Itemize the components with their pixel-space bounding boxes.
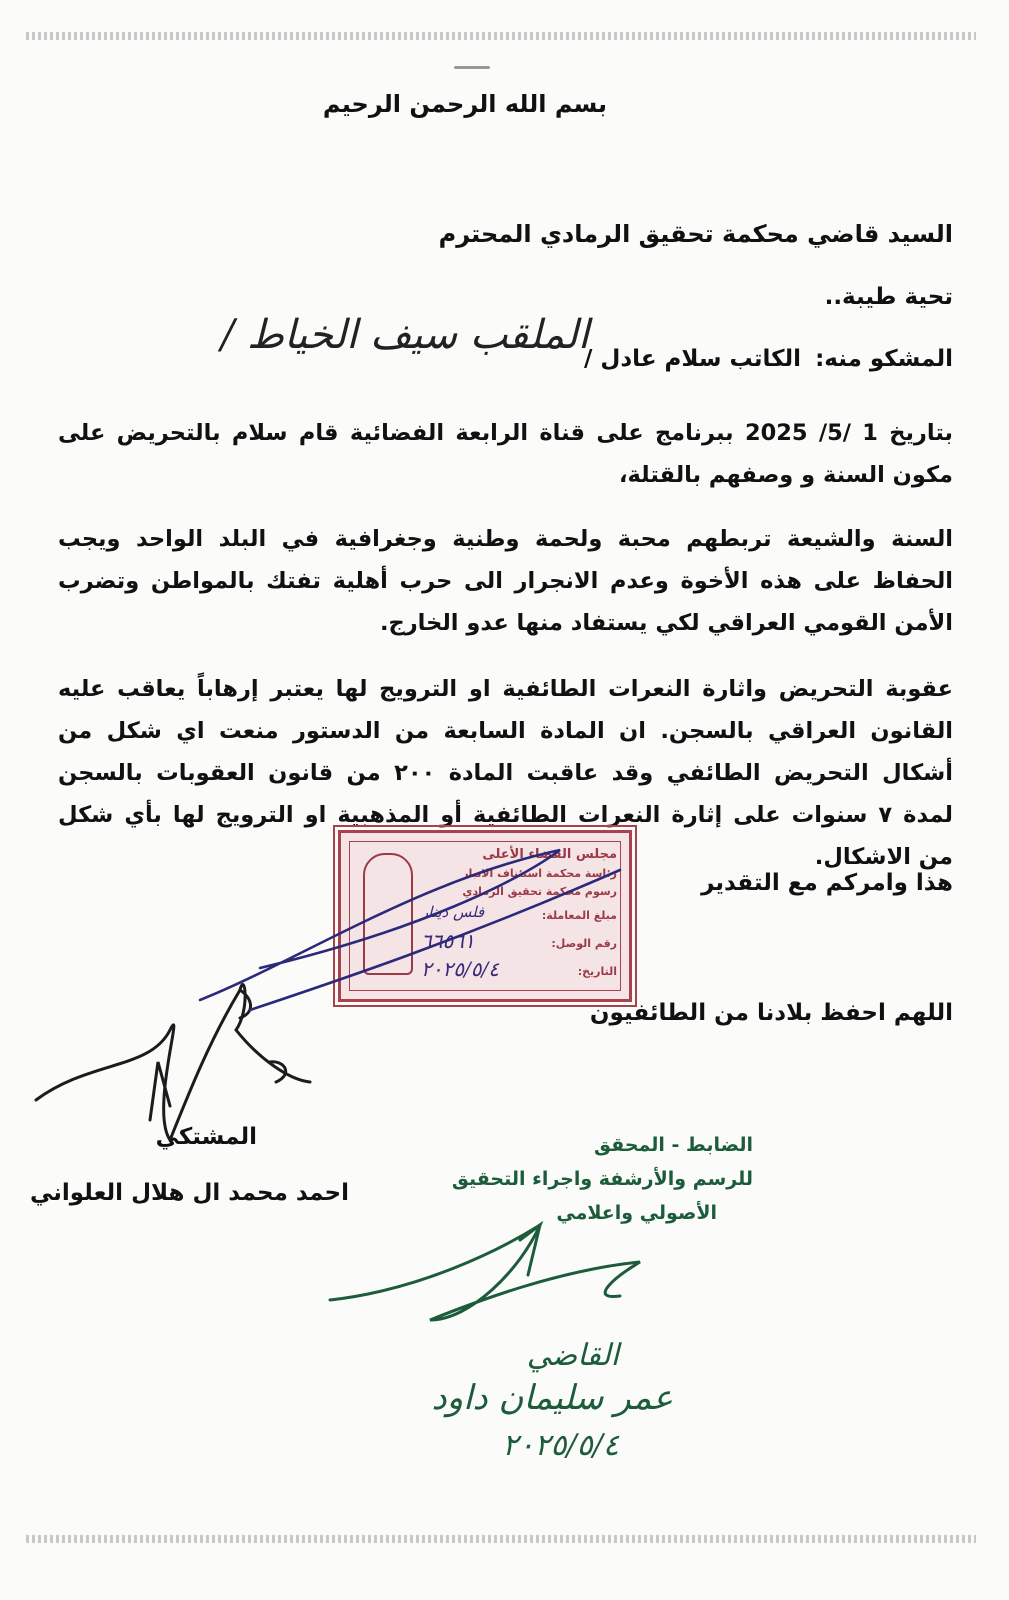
complainant-label: المشتكي xyxy=(155,1124,257,1150)
top-dotted-border xyxy=(26,32,976,40)
stamp-receipt-value: ٦٦٥٦١ xyxy=(421,929,475,953)
top-center-mark xyxy=(454,66,490,69)
paragraph-1: بتاريخ 1 /5/ 2025 ببرنامج على قناة الرابعة الفضائية قام سلام بالتحريض على مكون السنة و وصفهم بالقتلة، xyxy=(58,420,953,488)
stamp-line-2: رئاسة محكمة استئناف الانبار xyxy=(462,867,617,880)
stamp-date-value: ٢٠٢٥/٥/٤ xyxy=(421,957,499,981)
addressee: السيد قاضي محكمة تحقيق الرمادي المحترم xyxy=(438,220,953,248)
stamp-amount-label: مبلغ المعاملة: xyxy=(541,909,617,922)
defendant-name: الكاتب سلام عادل / xyxy=(584,346,801,372)
judge-title: القاضي xyxy=(526,1338,619,1373)
complainant-name: احمد محمد ال هلال العلواني xyxy=(29,1180,349,1206)
stamp-emblem-icon xyxy=(363,853,413,975)
closing-prayer: اللهم احفظ بلادنا من الطائفيون xyxy=(589,1000,953,1026)
court-fee-stamp xyxy=(338,830,632,1002)
officer-title: الضابط - المحقق xyxy=(594,1134,753,1156)
paragraph-2: السنة والشيعة تربطهم محبة ولحمة وطنية وجغرافية في البلد الواحد ويجب الحفاظ على هذه الأخوة وعدم الانجرار الى حرب أهلية تفتك بالمواطن وتضرب الأمن القومي العراقي لكي يستفاد منها عدو الخارج. xyxy=(58,526,953,636)
judge-signature xyxy=(330,1225,640,1320)
stamp-amount-value: فلس دينار xyxy=(421,903,485,921)
judge-name: عمر سليمان داود xyxy=(431,1378,673,1418)
stamp-line-3: رسوم محكمة تحقيق الرمادي xyxy=(462,885,617,898)
complainant-signature xyxy=(36,985,310,1140)
stamp-receipt-label: رقم الوصل: xyxy=(551,937,617,950)
greeting: تحية طيبة.. xyxy=(824,284,953,310)
stamp-date-label: التاريخ: xyxy=(577,965,617,978)
judge-date: ٢٠٢٥/٥/٤ xyxy=(502,1428,619,1463)
defendant-label: المشكو منه: xyxy=(815,346,953,372)
officer-line-2: للرسم والأرشفة واجراء التحقيق xyxy=(451,1168,753,1190)
bottom-dotted-border xyxy=(26,1535,976,1543)
stamp-line-1: مجلس القضاء الأعلى xyxy=(482,847,617,862)
defendant-handwritten-alias: الملقب سيف الخياط / xyxy=(220,312,589,358)
paragraph-3: عقوبة التحريض واثارة النعرات الطائفية او الترويج لها يعتبر إرهاباً يعاقب عليه القانون العراقي بالسجن. ان المادة السابعة من الدستور منعت اي شكل من أشكال التحريض الطائفي وقد عاقبت المادة ٢٠٠ من قانون العقوبات بالسجن لمدة ٧ سنوات على إثارة النعرات الطائفية أو المذهبية او الترويج لها بأي شكل من الاشكال. xyxy=(58,676,954,870)
closing: هذا وامركم مع التقدير xyxy=(701,870,953,896)
officer-line-3: الأصولي واعلامي xyxy=(556,1202,717,1224)
basmala: بسم الله الرحمن الرحيم xyxy=(322,90,608,118)
